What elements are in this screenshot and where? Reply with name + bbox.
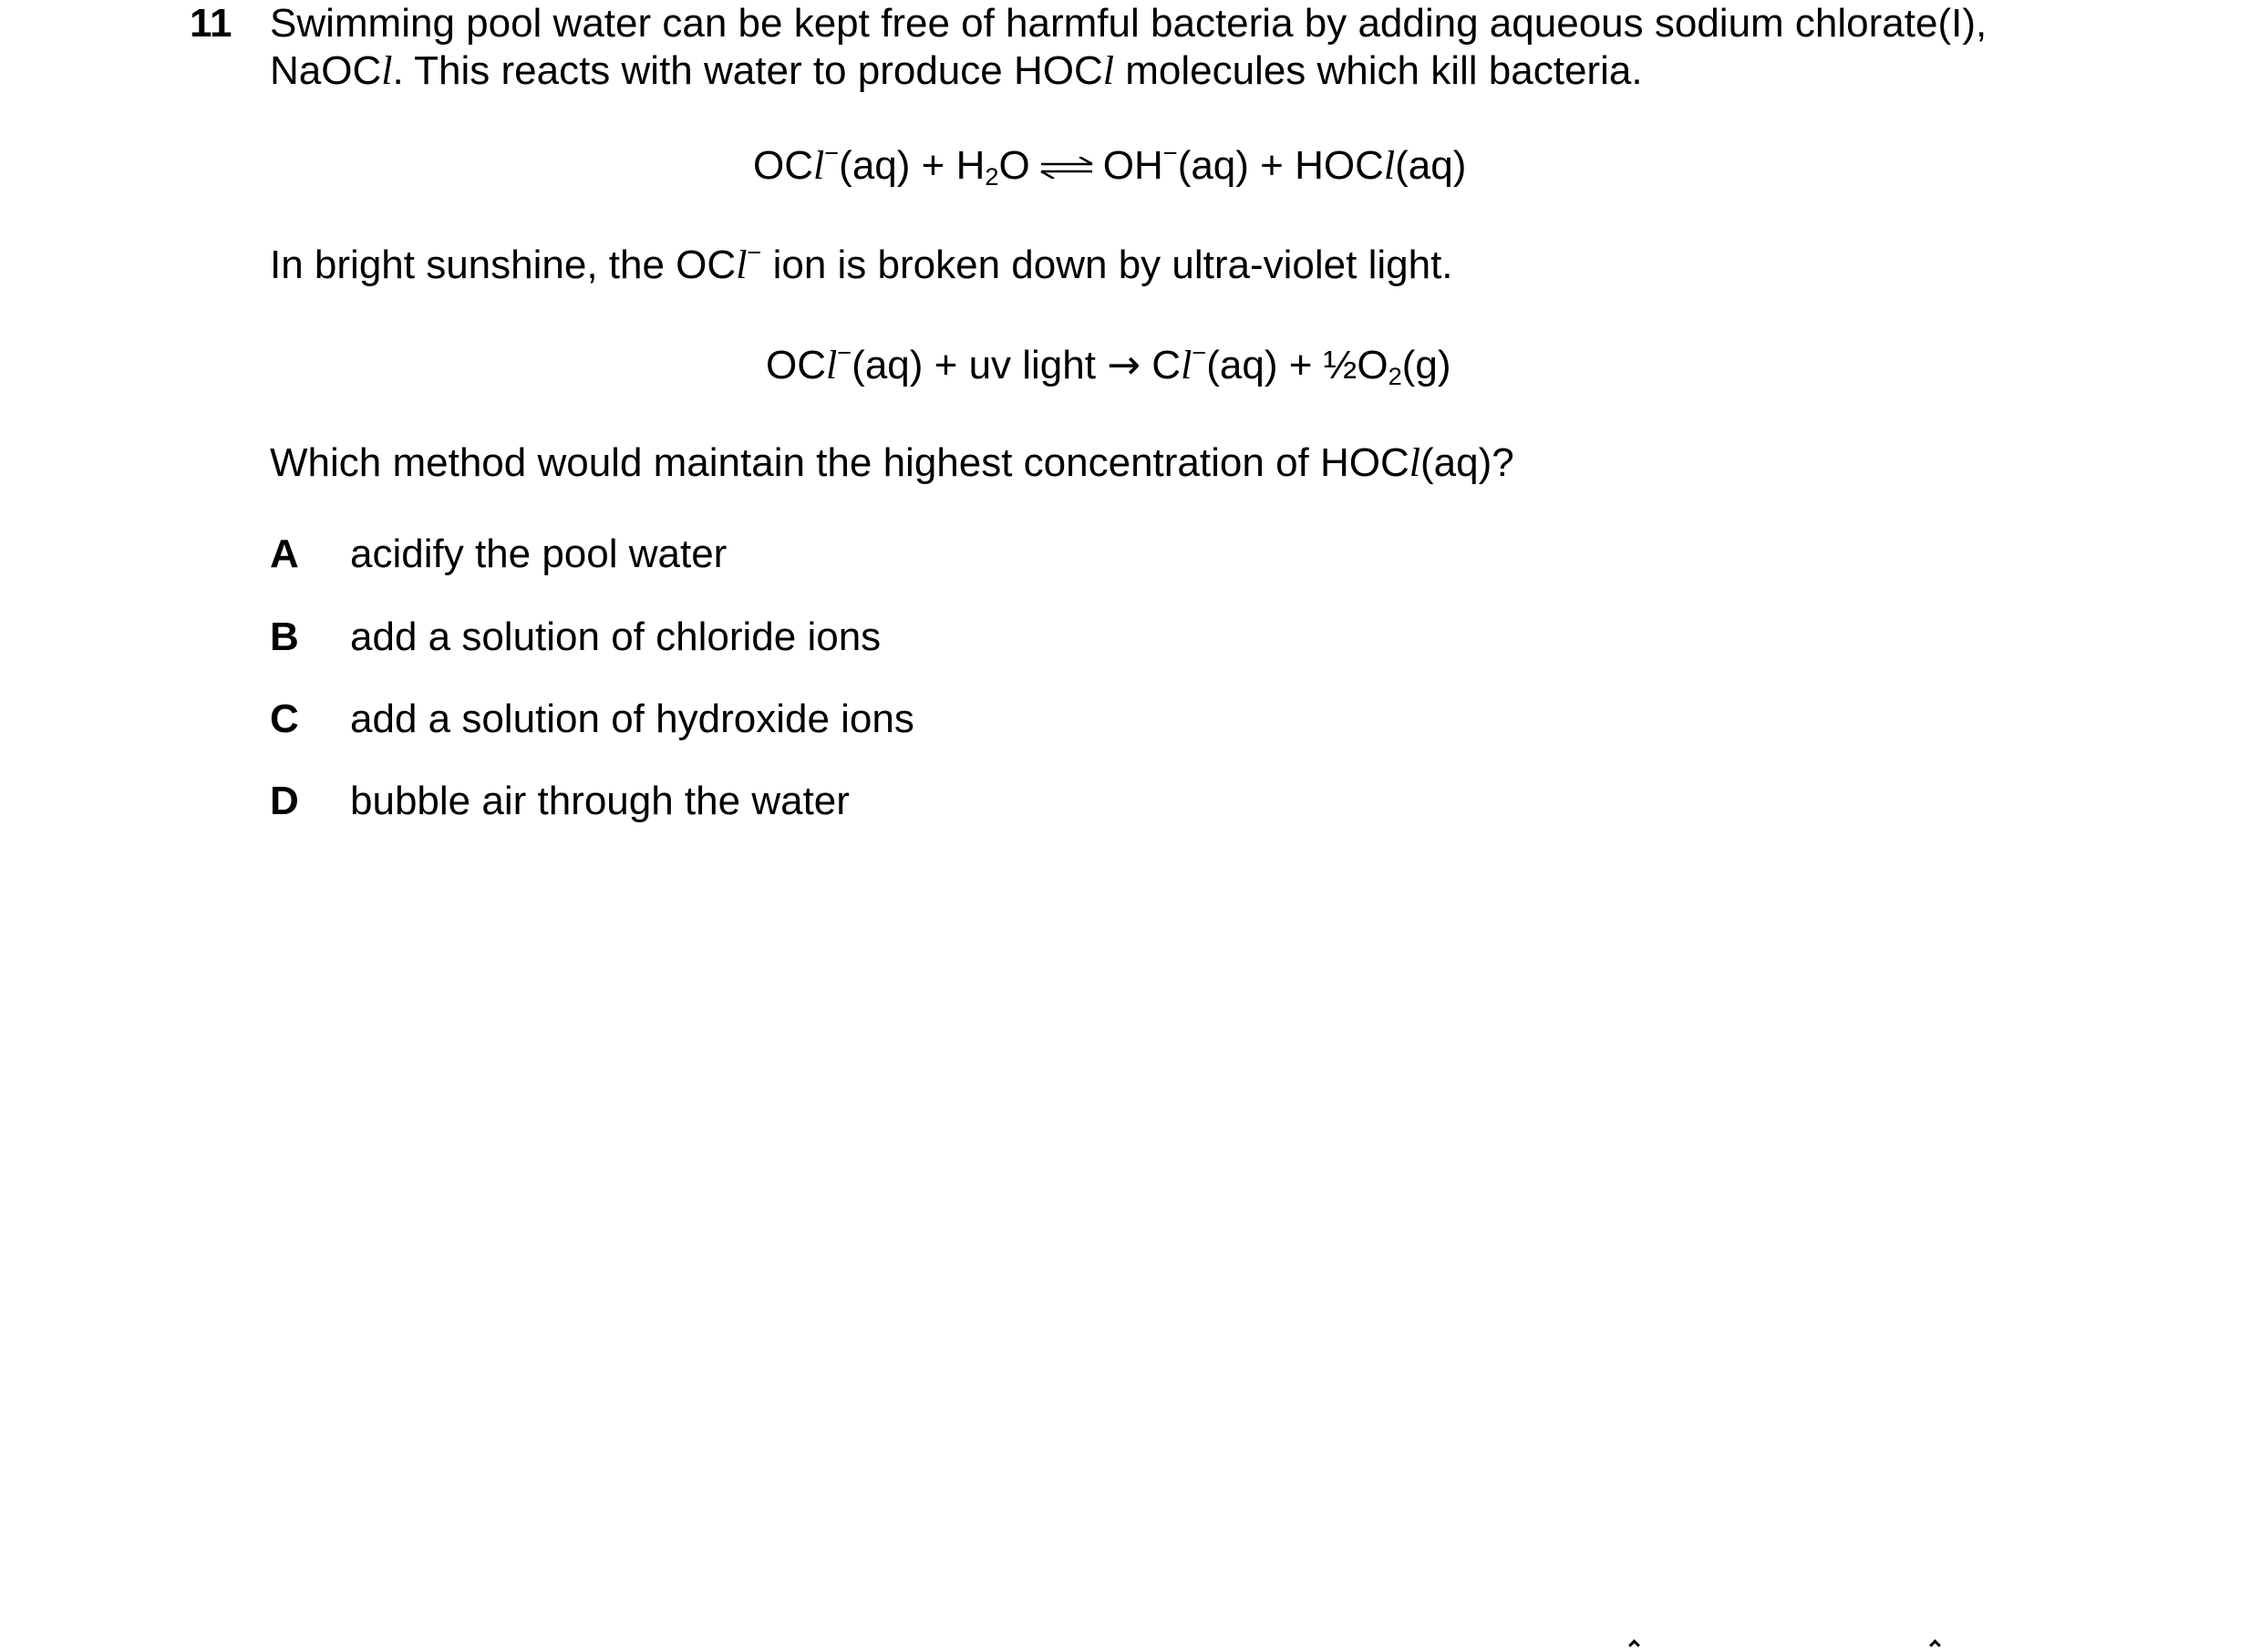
question-number: 11 xyxy=(190,1,232,46)
eq1-oxygen: O xyxy=(998,143,1030,188)
eq2-ocl: OC xyxy=(766,343,826,387)
decomposition-equation xyxy=(766,337,1451,390)
eq1-text: (aq) xyxy=(1395,143,1467,188)
equilibrium-arrow-icon xyxy=(1038,157,1096,179)
eq1-italic-l: l xyxy=(1383,143,1396,188)
equilibrium-equation xyxy=(753,138,1467,191)
ion-charge: − xyxy=(747,237,762,266)
sunshine-statement xyxy=(270,237,1453,290)
eq1-text: (aq) + H xyxy=(839,143,986,188)
option-b-letter[interactable]: B xyxy=(270,614,299,659)
eq1-hydroxide: OH xyxy=(1102,143,1163,188)
question-stem-line-2 xyxy=(270,47,1643,96)
eq2-italic-l: l xyxy=(1181,343,1192,387)
prompt-text-b: (aq)? xyxy=(1420,440,1514,485)
stem-text-c: molecules which kill bacteria. xyxy=(1113,48,1643,93)
option-b-text[interactable]: add a solution of chloride ions xyxy=(350,614,882,659)
chlorine-italic-l: l xyxy=(381,48,393,93)
option-d-letter[interactable]: D xyxy=(270,779,299,823)
eq1-charge: − xyxy=(824,138,840,167)
eq1-charge: − xyxy=(1162,138,1178,167)
stem-text-b: . This reacts with water to produce HOC xyxy=(392,48,1103,93)
sunshine-text-a: In bright sunshine, the OC xyxy=(270,243,737,287)
question-stem-line-1: Swimming pool water can be kept free of harmful bacteria by adding aqueous sodium chlorate(I), xyxy=(270,1,1987,46)
option-a-text[interactable]: acidify the pool water xyxy=(350,532,728,576)
eq2-charge: − xyxy=(1192,337,1207,367)
question-prompt xyxy=(270,439,1514,488)
eq2-text: (aq) + uv light xyxy=(852,343,1108,387)
page-edge-mark xyxy=(1628,1639,1640,1651)
stem-text-a: NaOC xyxy=(270,48,382,93)
prompt-text-a: Which method would maintain the highest concentration of HOC xyxy=(270,440,1409,485)
eq2-chloride: C xyxy=(1141,343,1182,387)
option-a-letter[interactable]: A xyxy=(270,532,299,576)
eq2-italic-l: l xyxy=(826,343,838,387)
reaction-arrow-icon: → xyxy=(1107,342,1141,388)
option-d-text[interactable]: bubble air through the water xyxy=(350,779,850,823)
sunshine-text-b: ion is broken down by ultra-violet light. xyxy=(761,243,1453,287)
eq2-text: (aq) + ½O xyxy=(1206,343,1389,387)
eq1-text: (aq) + HOC xyxy=(1177,143,1384,188)
eq1-ocl: OC xyxy=(753,143,813,188)
option-c-letter[interactable]: C xyxy=(270,697,299,741)
eq2-charge: − xyxy=(837,337,852,367)
option-c-text[interactable]: add a solution of hydroxide ions xyxy=(350,697,914,741)
eq2-text: (g) xyxy=(1401,343,1451,387)
chlorine-italic-l: l xyxy=(736,243,748,287)
eq1-italic-l: l xyxy=(813,143,825,188)
page-edge-mark xyxy=(1929,1639,1941,1651)
chlorine-italic-l: l xyxy=(1102,48,1114,93)
eq2-subscript: 2 xyxy=(1388,361,1402,390)
eq1-subscript: 2 xyxy=(985,161,999,191)
chlorine-italic-l: l xyxy=(1409,440,1421,485)
